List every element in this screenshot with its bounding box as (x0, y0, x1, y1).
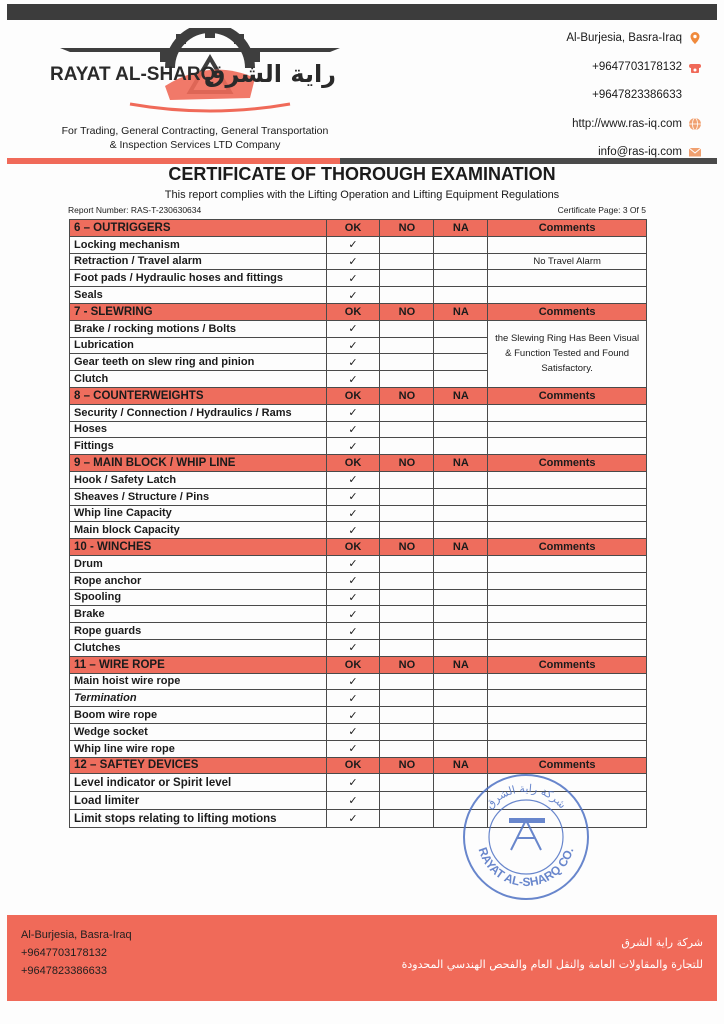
col-ok-header: OK (326, 303, 380, 320)
comment-cell (488, 707, 647, 724)
ok-cell (326, 606, 380, 623)
item-label: Whip line wire rope (70, 740, 327, 757)
col-na-header: NA (434, 303, 488, 320)
table-row (70, 723, 647, 740)
company-tagline (45, 124, 345, 152)
comment-cell: the Slewing Ring Has Been Visual & Function Tested and Found Satisfactory. (488, 320, 647, 387)
check-icon: ✓ (348, 289, 358, 302)
table-row (70, 522, 647, 539)
footer (7, 915, 717, 1001)
no-cell (380, 673, 434, 690)
na-cell (434, 404, 488, 421)
table-row (70, 505, 647, 522)
table-row (70, 572, 647, 589)
item-label: Limit stops relating to lifting motions (70, 810, 327, 828)
na-cell (434, 438, 488, 455)
item-label: Foot pads / Hydraulic hoses and fittings (70, 270, 327, 287)
comment-cell (488, 673, 647, 690)
item-label: Brake (70, 606, 327, 623)
examination-table (69, 219, 647, 828)
table-row (70, 707, 647, 724)
ok-cell (326, 690, 380, 707)
section-title: 6 – OUTRIGGERS (70, 220, 327, 237)
comment-cell (488, 723, 647, 740)
footer-address: Al-Burjesia, Basra-Iraq (21, 929, 132, 941)
col-no-header: NO (380, 455, 434, 472)
spacer (688, 88, 702, 102)
check-icon: ✓ (348, 642, 358, 655)
no-cell (380, 740, 434, 757)
item-label: Clutches (70, 639, 327, 656)
item-label: Whip line Capacity (70, 505, 327, 522)
logo-text-ar: راية الشرق (203, 60, 336, 88)
col-comments-header: Comments (488, 220, 647, 237)
footer-phone-2[interactable]: +9647823386633 (21, 965, 107, 977)
table-row (70, 471, 647, 488)
na-cell (434, 253, 488, 270)
comment-cell (488, 623, 647, 640)
na-cell (434, 354, 488, 371)
col-no-header: NO (380, 656, 434, 673)
item-label: Main block Capacity (70, 522, 327, 539)
table-row (70, 555, 647, 572)
ok-cell (326, 740, 380, 757)
ok-cell (326, 320, 380, 337)
table-row (70, 404, 647, 421)
certificate-subtitle: This report complies with the Lifting Operation and Lifting Equipment Regulations (164, 189, 560, 201)
item-label: Termination (70, 690, 327, 707)
item-label: Wedge socket (70, 723, 327, 740)
no-cell (380, 421, 434, 438)
ok-cell (326, 555, 380, 572)
col-no-header: NO (380, 539, 434, 556)
no-cell (380, 810, 434, 828)
no-cell (380, 337, 434, 354)
col-ok-header: OK (326, 220, 380, 237)
na-cell (434, 236, 488, 253)
item-label: Fittings (70, 438, 327, 455)
check-icon: ✓ (348, 339, 358, 352)
check-icon: ✓ (348, 625, 358, 638)
item-label: Rope guards (70, 623, 327, 640)
col-na-header: NA (434, 757, 488, 774)
table-row (70, 320, 647, 337)
section-title: 8 – COUNTERWEIGHTS (70, 387, 327, 404)
top-bar (7, 4, 717, 20)
table-row (70, 673, 647, 690)
footer-phone-1[interactable]: +9647703178132 (21, 947, 107, 959)
comment-cell (488, 404, 647, 421)
col-no-header: NO (380, 757, 434, 774)
item-label: Sheaves / Structure / Pins (70, 488, 327, 505)
ok-cell (326, 623, 380, 640)
comment-cell (488, 555, 647, 572)
col-comments-header: Comments (488, 757, 647, 774)
item-label: Seals (70, 287, 327, 304)
no-cell (380, 236, 434, 253)
footer-arabic (402, 932, 703, 976)
col-ok-header: OK (326, 387, 380, 404)
item-label: Spooling (70, 589, 327, 606)
no-cell (380, 371, 434, 388)
check-icon: ✓ (348, 726, 358, 739)
ok-cell (326, 810, 380, 828)
col-na-header: NA (434, 656, 488, 673)
comment-cell (488, 606, 647, 623)
check-icon: ✓ (348, 813, 358, 826)
check-icon: ✓ (348, 591, 358, 604)
check-icon: ✓ (348, 255, 358, 268)
no-cell (380, 555, 434, 572)
col-comments-header: Comments (488, 656, 647, 673)
check-icon: ✓ (348, 558, 358, 571)
na-cell (434, 740, 488, 757)
no-cell (380, 707, 434, 724)
footer-contact (21, 926, 132, 980)
table-row (70, 421, 647, 438)
comment-cell (488, 505, 647, 522)
ok-cell (326, 471, 380, 488)
company-logo (40, 28, 360, 122)
check-icon: ✓ (348, 709, 358, 722)
col-ok-header: OK (326, 455, 380, 472)
contact-website[interactable]: http://www.ras-iq.com (442, 110, 702, 139)
comment-cell (488, 740, 647, 757)
check-icon: ✓ (348, 692, 358, 705)
na-cell (434, 270, 488, 287)
table-row (70, 236, 647, 253)
col-no-header: NO (380, 220, 434, 237)
col-no-header: NO (380, 387, 434, 404)
check-icon: ✓ (348, 507, 358, 520)
section-header (70, 539, 647, 556)
ok-cell (326, 707, 380, 724)
na-cell (434, 505, 488, 522)
no-cell (380, 723, 434, 740)
stamp-arabic-text: شركة راية الشرق (483, 781, 569, 812)
contact-phone-1[interactable]: +9647703178132 (442, 53, 702, 82)
section-title: 10 - WINCHES (70, 539, 327, 556)
no-cell (380, 572, 434, 589)
ok-cell (326, 792, 380, 810)
company-stamp (459, 770, 593, 904)
no-cell (380, 623, 434, 640)
col-comments-header: Comments (488, 387, 647, 404)
check-icon: ✓ (348, 323, 358, 336)
no-cell (380, 639, 434, 656)
table-row (70, 270, 647, 287)
na-cell (434, 522, 488, 539)
table-row (70, 589, 647, 606)
ok-cell (326, 639, 380, 656)
na-cell (434, 639, 488, 656)
item-label: Hook / Safety Latch (70, 471, 327, 488)
table-row (70, 438, 647, 455)
section-header (70, 656, 647, 673)
contact-phone-2[interactable]: +9647823386633 (442, 81, 702, 110)
comment-cell (488, 639, 647, 656)
contact-email[interactable]: info@ras-iq.com (442, 138, 702, 167)
ok-cell (326, 438, 380, 455)
table-row (70, 740, 647, 757)
globe-icon (688, 117, 702, 131)
check-icon: ✓ (348, 272, 358, 285)
check-icon: ✓ (348, 440, 358, 453)
item-label: Security / Connection / Hydraulics / Rams (70, 404, 327, 421)
certificate-meta (68, 205, 646, 215)
no-cell (380, 589, 434, 606)
na-cell (434, 690, 488, 707)
no-cell (380, 287, 434, 304)
location-pin-icon (688, 31, 702, 45)
no-cell (380, 471, 434, 488)
ok-cell (326, 404, 380, 421)
table-row (70, 488, 647, 505)
na-cell (434, 589, 488, 606)
item-label: Level indicator or Spirit level (70, 774, 327, 792)
col-no-header: NO (380, 303, 434, 320)
item-label: Retraction / Travel alarm (70, 253, 327, 270)
table-row (70, 606, 647, 623)
section-header (70, 303, 647, 320)
check-icon: ✓ (348, 777, 358, 790)
comment-cell (488, 589, 647, 606)
no-cell (380, 488, 434, 505)
no-cell (380, 774, 434, 792)
check-icon: ✓ (348, 356, 358, 369)
no-cell (380, 690, 434, 707)
na-cell (434, 371, 488, 388)
na-cell (434, 337, 488, 354)
no-cell (380, 606, 434, 623)
comment-cell (488, 270, 647, 287)
check-icon: ✓ (348, 474, 358, 487)
no-cell (380, 522, 434, 539)
na-cell (434, 320, 488, 337)
certificate-page: Certificate Page: 3 Of 5 (557, 205, 646, 215)
comment-cell: No Travel Alarm (488, 253, 647, 270)
no-cell (380, 270, 434, 287)
ok-cell (326, 673, 380, 690)
ok-cell (326, 287, 380, 304)
logo-rule (60, 48, 340, 52)
ok-cell (326, 253, 380, 270)
no-cell (380, 354, 434, 371)
ok-cell (326, 421, 380, 438)
footer-arabic-line-1: شركة راية الشرق (621, 936, 703, 949)
item-label: Main hoist wire rope (70, 673, 327, 690)
section-title: 9 – MAIN BLOCK / WHIP LINE (70, 455, 327, 472)
ok-cell (326, 354, 380, 371)
check-icon: ✓ (348, 795, 358, 808)
ok-cell (326, 270, 380, 287)
no-cell (380, 320, 434, 337)
section-title: 11 – WIRE ROPE (70, 656, 327, 673)
col-comments-header: Comments (488, 539, 647, 556)
col-na-header: NA (434, 455, 488, 472)
na-cell (434, 488, 488, 505)
ok-cell (326, 723, 380, 740)
check-icon: ✓ (348, 575, 358, 588)
ok-cell (326, 371, 380, 388)
na-cell (434, 287, 488, 304)
comment-cell (488, 488, 647, 505)
ok-cell (326, 589, 380, 606)
col-na-header: NA (434, 220, 488, 237)
contact-block (442, 24, 702, 167)
comment-cell (488, 572, 647, 589)
col-ok-header: OK (326, 539, 380, 556)
item-label: Gear teeth on slew ring and pinion (70, 354, 327, 371)
col-na-header: NA (434, 387, 488, 404)
table-row (70, 639, 647, 656)
section-title: 7 - SLEWRING (70, 303, 327, 320)
comment-cell (488, 421, 647, 438)
item-label: Brake / rocking motions / Bolts (70, 320, 327, 337)
na-cell (434, 623, 488, 640)
no-cell (380, 505, 434, 522)
col-ok-header: OK (326, 757, 380, 774)
table-row (70, 253, 647, 270)
ok-cell (326, 572, 380, 589)
comment-cell (488, 690, 647, 707)
item-label: Hoses (70, 421, 327, 438)
item-label: Drum (70, 555, 327, 572)
ok-cell (326, 337, 380, 354)
check-icon: ✓ (348, 373, 358, 386)
check-icon: ✓ (348, 407, 358, 420)
table-row (70, 287, 647, 304)
item-label: Load limiter (70, 792, 327, 810)
item-label: Clutch (70, 371, 327, 388)
stamp-pump-icon (511, 820, 541, 850)
na-cell (434, 421, 488, 438)
report-number: Report Number: RAS-T-230630634 (68, 205, 202, 215)
certificate-title: CERTIFICATE OF THOROUGH EXAMINATION (168, 164, 556, 184)
table-row (70, 623, 647, 640)
section-title: 12 – SAFTEY DEVICES (70, 757, 327, 774)
na-cell (434, 707, 488, 724)
section-header (70, 455, 647, 472)
na-cell (434, 572, 488, 589)
footer-arabic-line-2: للتجارة والمقاولات العامة والنقل العام والفحص الهندسي المحدودة (401, 958, 703, 971)
na-cell (434, 606, 488, 623)
section-header (70, 387, 647, 404)
comment-cell (488, 287, 647, 304)
comment-cell (488, 236, 647, 253)
section-header (70, 220, 647, 237)
check-icon: ✓ (348, 491, 358, 504)
stamp-english-text: RAYAT AL-SHARQ CO. (475, 845, 577, 890)
item-label: Locking mechanism (70, 236, 327, 253)
no-cell (380, 253, 434, 270)
ok-cell (326, 488, 380, 505)
comment-cell (488, 522, 647, 539)
comment-cell (488, 438, 647, 455)
na-cell (434, 471, 488, 488)
no-cell (380, 438, 434, 455)
col-comments-header: Comments (488, 455, 647, 472)
item-label: Rope anchor (70, 572, 327, 589)
check-icon: ✓ (348, 608, 358, 621)
ok-cell (326, 505, 380, 522)
check-icon: ✓ (348, 675, 358, 688)
tagline-line-2: & Inspection Services LTD Company (109, 139, 281, 151)
contact-address: Al-Burjesia, Basra-Iraq (442, 24, 702, 53)
item-label: Boom wire rope (70, 707, 327, 724)
check-icon: ✓ (348, 743, 358, 756)
col-na-header: NA (434, 539, 488, 556)
item-label: Lubrication (70, 337, 327, 354)
no-cell (380, 404, 434, 421)
ok-cell (326, 774, 380, 792)
na-cell (434, 555, 488, 572)
na-cell (434, 723, 488, 740)
check-icon: ✓ (348, 423, 358, 436)
tagline-line-1: For Trading, General Contracting, General Transportation (61, 125, 329, 137)
check-icon: ✓ (348, 239, 358, 252)
ok-cell (326, 236, 380, 253)
col-comments-header: Comments (488, 303, 647, 320)
comment-cell (488, 471, 647, 488)
na-cell (434, 673, 488, 690)
no-cell (380, 792, 434, 810)
logo-text-en: RAYAT AL-SHARQ (50, 64, 216, 85)
col-ok-header: OK (326, 656, 380, 673)
table-row (70, 690, 647, 707)
check-icon: ✓ (348, 524, 358, 537)
telephone-icon (688, 60, 702, 74)
ok-cell (326, 522, 380, 539)
